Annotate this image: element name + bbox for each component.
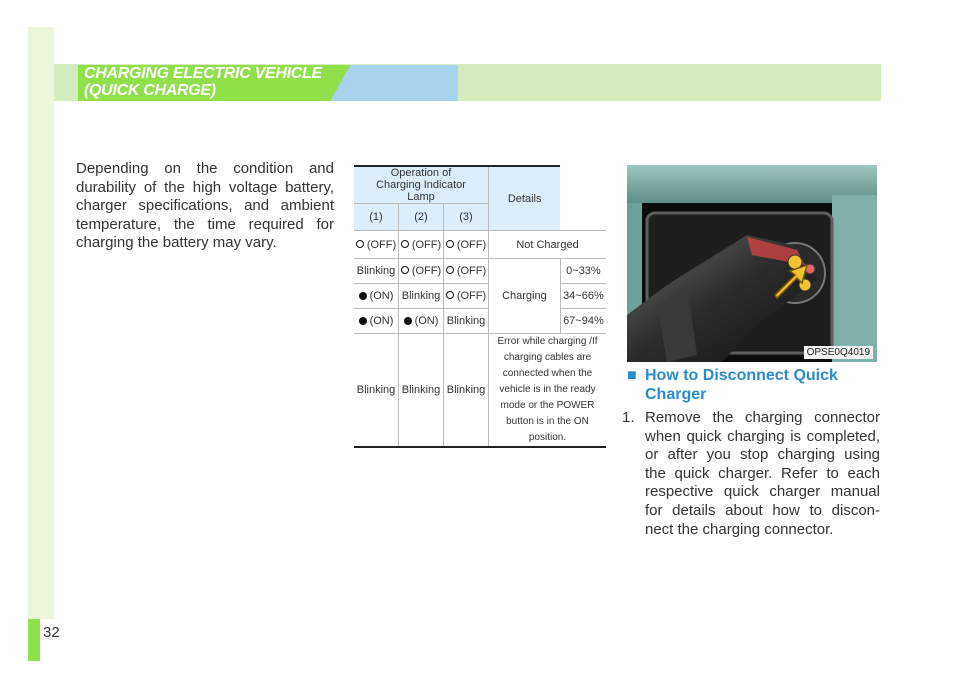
table-cell: (OFF) bbox=[399, 231, 444, 259]
table-cell: Blinking bbox=[399, 284, 444, 309]
table-cell: Not Charged bbox=[489, 231, 607, 259]
table-cell: (OFF) bbox=[399, 259, 444, 284]
table-row bbox=[354, 259, 606, 284]
table-cell: (OFF) bbox=[444, 259, 489, 284]
lamp-off-icon bbox=[446, 240, 454, 248]
table-cell: (ON) bbox=[354, 284, 399, 309]
step-text: Remove the charging connector when quick charging is completed, or after you stop charging using the quick charger. Refer to each respective quick charger manual for details about how to discon-nect the charging connector. bbox=[645, 409, 880, 538]
header-lamp: Operation of Charging Indicator Lamp bbox=[354, 166, 489, 204]
table-cell: 67~94% bbox=[560, 309, 606, 334]
table-cell: 0~33% bbox=[560, 259, 606, 284]
bullet-square-icon: ■ bbox=[627, 367, 637, 384]
lamp-off-icon bbox=[356, 240, 364, 248]
table-cell: Blinking bbox=[354, 334, 399, 448]
photo-label: OPSE0Q4019 bbox=[804, 346, 873, 359]
lamp-off-icon bbox=[446, 266, 454, 274]
table-row bbox=[354, 284, 606, 309]
step-1 bbox=[622, 409, 880, 539]
table-cell: Blinking bbox=[444, 309, 489, 334]
section-header-blue bbox=[330, 65, 458, 101]
step-number: 1. bbox=[622, 409, 635, 426]
table-cell: (ON) bbox=[399, 309, 444, 334]
section-title bbox=[84, 65, 322, 99]
charging-connector-photo bbox=[627, 165, 877, 362]
table-cell: (ON) bbox=[354, 309, 399, 334]
lamp-on-icon bbox=[404, 317, 412, 325]
table-cell: Charging bbox=[489, 259, 561, 334]
lamp-off-icon bbox=[446, 291, 454, 299]
table-cell-error: Error while charging /If charging cables are connected when the vehicle is in the ready mode or the POWER button is in the ON position. bbox=[489, 334, 607, 448]
table-cell: Blinking bbox=[444, 334, 489, 448]
lamp-off-icon bbox=[401, 266, 409, 274]
subheading bbox=[627, 366, 887, 404]
section-title-line2: (QUICK CHARGE) bbox=[84, 82, 216, 99]
header-details: Details bbox=[489, 166, 561, 231]
header-col1: (1) bbox=[354, 204, 399, 231]
table-cell: (OFF) bbox=[444, 231, 489, 259]
indicator-lamp-table bbox=[354, 165, 606, 448]
header-col3: (3) bbox=[444, 204, 489, 231]
table-cell: (OFF) bbox=[354, 231, 399, 259]
table-row bbox=[354, 309, 606, 334]
header-col2: (2) bbox=[399, 204, 444, 231]
table-row bbox=[354, 231, 606, 259]
lamp-on-icon bbox=[359, 292, 367, 300]
section-title-line1: CHARGING ELECTRIC VEHICLE bbox=[84, 65, 322, 82]
table-cell: 34~66% bbox=[560, 284, 606, 309]
lamp-on-icon bbox=[359, 317, 367, 325]
table-cell: (OFF) bbox=[444, 284, 489, 309]
table-row bbox=[354, 334, 606, 448]
table-cell: Blinking bbox=[354, 259, 399, 284]
lamp-off-icon bbox=[401, 240, 409, 248]
charging-connector-illustration bbox=[627, 165, 877, 362]
page-number: 32 bbox=[43, 624, 60, 641]
page-tab bbox=[28, 619, 40, 661]
intro-paragraph: Depending on the condition and durability of the high voltage battery, charger specifications, and ambient temperature, the time required for charging the battery may vary. bbox=[76, 160, 334, 251]
subheading-text: How to Disconnect Quick Charger bbox=[645, 367, 838, 403]
sidebar-strip bbox=[28, 27, 54, 619]
table-cell: Blinking bbox=[399, 334, 444, 448]
